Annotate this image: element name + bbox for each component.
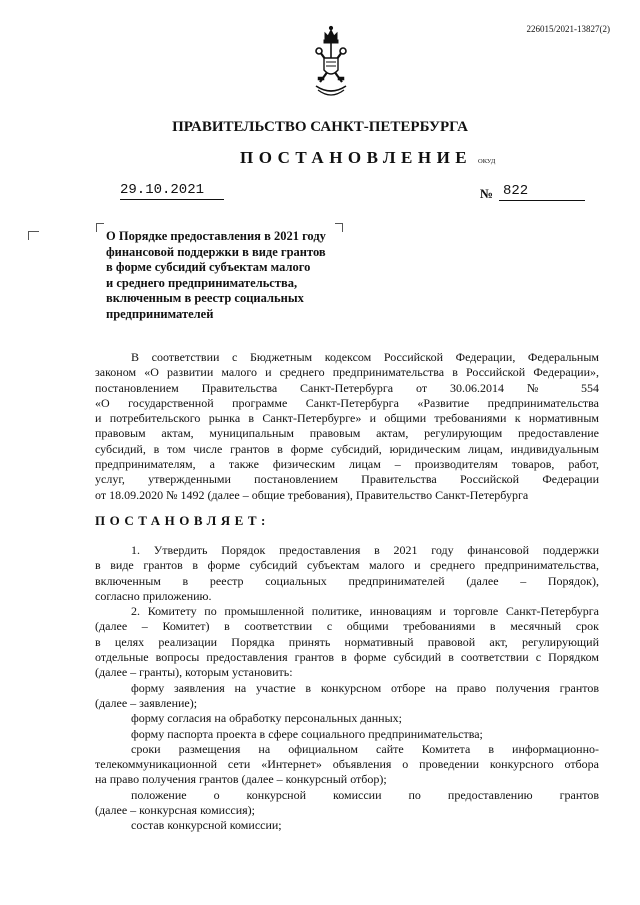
text-line: на право получения грантов (далее – конкурсный отбор); <box>95 772 387 787</box>
text-line: предпринимателям, а также физическим лицам – производителям товаров, работ, <box>95 457 599 472</box>
text-line: правовым актам, муниципальным правовым актам, регулирующим предоставление <box>95 426 599 441</box>
government-name: ПРАВИТЕЛЬСТВО САНКТ-ПЕТЕРБУРГА <box>172 119 468 135</box>
text-line: положение о конкурсной комиссии по предоставлению грантов <box>131 787 599 802</box>
document-subject <box>106 229 346 322</box>
text-line: «О государственной программе Санкт-Петербурга «Развитие предпринимательства <box>95 395 599 410</box>
text-line: телекоммуникационной сети «Интернет» объявления о проведении конкурсного отбора <box>95 757 599 772</box>
text-line: (далее – конкурсная комиссия); <box>95 803 256 818</box>
decree-word: ПОСТАНОВЛЯЕТ: <box>95 513 270 528</box>
text-line: (далее – Комитет) в соответствии с общими требованиями в месячный срок <box>95 619 599 634</box>
text-line: состав конкурсной комиссии; <box>131 818 282 833</box>
number-sign: № <box>480 186 494 201</box>
subject-line: и среднего предпринимательства, <box>106 275 298 290</box>
text-line: сроки размещения на официальном сайте Комитета в информационно- <box>131 741 599 756</box>
text-line: форму паспорта проекта в сфере социального предпринимательства; <box>131 726 483 741</box>
text-line: 1. Утвердить Порядок предоставления в 2021 году финансовой поддержки <box>131 543 599 557</box>
text-line: и потребительского рынка в Санкт-Петербурге» и общими требованиями к нормативным <box>95 411 599 426</box>
text-line: постановлением Правительства Санкт-Петербурга от 30.06.2014 № 554 <box>95 380 599 395</box>
decree-items <box>95 543 599 834</box>
okud-label: ОКУД <box>478 158 496 165</box>
subject-line: в форме субсидий субъектам малого <box>106 260 311 274</box>
corner-mark-subject-left <box>96 223 104 232</box>
text-line: 2. Комитету по промышленной политике, инновациям и торговле Санкт-Петербурга <box>131 604 599 619</box>
corner-mark-left <box>28 231 39 240</box>
subject-line: О Порядке предоставления в 2021 году <box>106 229 326 243</box>
text-line: (далее – заявление); <box>95 695 198 710</box>
text-line: (далее – гранты), которым установить: <box>95 665 293 680</box>
text-line: в целях реализации Порядка принять нормативный правовой акт, регулирующий <box>95 634 599 649</box>
preamble-paragraph <box>95 350 599 503</box>
coat-of-arms-emblem-icon <box>312 24 350 100</box>
text-line: форму согласия на обработку персональных данных; <box>131 711 402 726</box>
subject-line: финансовой поддержки в виде грантов <box>106 244 326 259</box>
document-registration-number: 226015/2021-13827(2) <box>526 24 610 34</box>
text-line: включенным в реестр социальных предпринимателей (далее – Порядок), <box>95 573 599 588</box>
text-line: согласно приложению. <box>95 588 212 603</box>
text-line: от 18.09.2020 № 1492 (далее – общие требования), Правительство Санкт-Петербурга <box>95 487 529 502</box>
subject-line: включенным в реестр социальных <box>106 291 304 305</box>
text-line: услуг, утвержденными постановлением Правительства Российской Федерации <box>95 472 599 487</box>
subject-line: предпринимателей <box>106 306 214 321</box>
text-line: законом «О развитии малого и среднего предпринимательства в Российской Федерации», <box>95 365 599 380</box>
text-line: форму заявления на участие в конкурсном отборе на право получения грантов <box>131 680 599 695</box>
document-date: 29.10.2021 <box>120 182 224 200</box>
text-line: отдельные вопросы предоставления грантов в форме субсидий в соответствии с Порядком <box>95 650 599 665</box>
document-type-title: ПОСТАНОВЛЕНИЕ <box>240 148 473 167</box>
text-line: В соответствии с Бюджетным кодексом Российской Федерации, Федеральным <box>131 350 599 364</box>
text-line: субсидий, в том числе грантов в форме субсидий, юридическим лицам, индивидуальным <box>95 441 599 456</box>
text-line: в виде грантов в форме субсидий субъектам малого и среднего предпринимательства, <box>95 558 599 573</box>
document-number: 822 <box>499 183 585 201</box>
